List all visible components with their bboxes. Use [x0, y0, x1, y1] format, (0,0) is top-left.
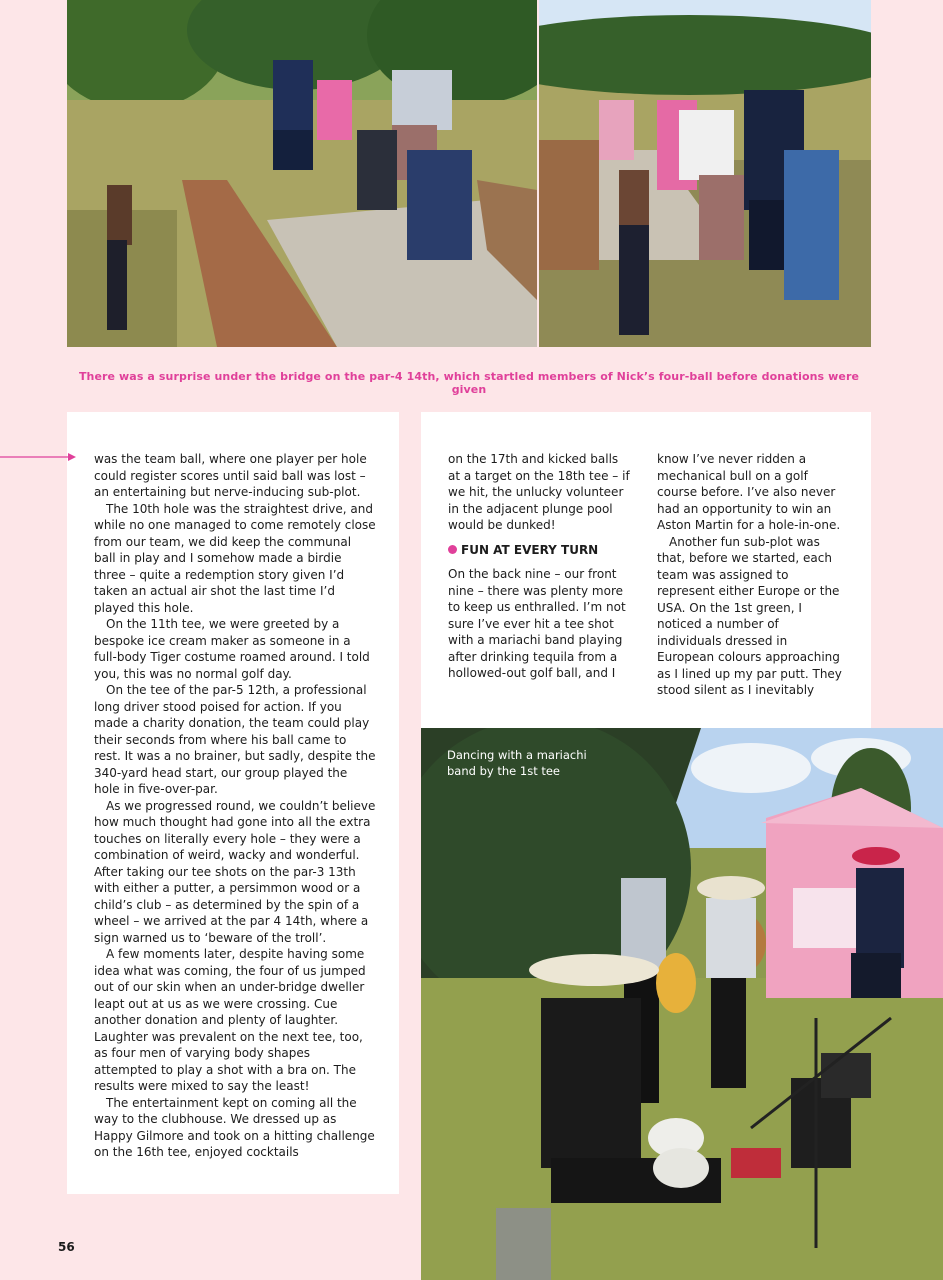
article-column-1	[94, 451, 376, 1161]
paragraph: was the team ball, where one player per hole could register scores until said ball was lost – an entertaining but nerve-inducing sub-plot.	[94, 452, 367, 499]
continuation-arrow-icon	[0, 450, 78, 464]
bullet-dot-icon	[448, 545, 457, 554]
paragraph: Another fun sub-plot was that, before we started, each team was assigned to represent either Europe or the USA. On the 1st green, I noticed a number of individuals dressed in European colours approaching as I lined up my par putt. They stood silent as I inevitably	[657, 534, 842, 697]
article-column-3	[657, 451, 847, 699]
paragraph: On the 11th tee, we were greeted by a bespoke ice cream maker as someone in a full-body Tiger costume roamed around. I told you, this was no normal golf day.	[94, 617, 370, 681]
handshake-photo	[539, 0, 871, 347]
paragraph: The 10th hole was the straightest drive, and while no one managed to come remotely close from our team, we did keep the communal ball in play and I somehow made a birdie three – quite a redemption story given I’d taken an actual air shot the last time I’d played this hole.	[94, 501, 376, 615]
paragraph: On the tee of the par-5 12th, a professional long driver stood poised for action. If you made a charity donation, the team could play their seconds from where his ball came to rest. It was a no brainer, but sadly, despite the 340-yard head start, our group played the hole in five-over-par.	[94, 683, 376, 796]
paragraph: know I’ve never ridden a mechanical bull on a golf course before. I’ve also never had an opportunity to win an Aston Martin for a hole-in-one.	[657, 452, 841, 532]
page-number: 56	[58, 1240, 75, 1254]
article-column-2	[448, 451, 630, 682]
paragraph: On the back nine – our front nine – there was plenty more to keep us enthralled. I’m not sure I’ve ever hit a tee shot with a mariachi band playing after drinking tequila from a hollowed-out golf ball, and I	[448, 567, 626, 680]
photo-caption-band: Dancing with a mariachi band by the 1st tee	[447, 748, 587, 778]
subhead-label: FUN AT EVERY TURN	[461, 542, 599, 557]
paragraph: As we progressed round, we couldn’t believe how much thought had gone into all the extra touches on literally every hole – they were a combination of weird, wacky and wonderful. After taking our tee shots on the par-3 13th with either a putter, a persimmon wood or a child’s club – as determined by the spin of a wheel – we arrived at the par 4 14th, where a sign warned us to ‘beware of the troll’.	[94, 798, 376, 945]
paragraph: The entertainment kept on coming all the way to the clubhouse. We dressed up as Happy Gilmore and took on a hitting challenge on the 16th tee, enjoyed cocktails	[94, 1095, 375, 1159]
photo-caption-top: There was a surprise under the bridge on the par-4 14th, which startled members of Nick’s four-ball before donations were given	[78, 370, 860, 396]
section-subhead	[448, 542, 630, 559]
bridge-photo	[67, 0, 537, 347]
mariachi-photo	[421, 728, 943, 1280]
paragraph: on the 17th and kicked balls at a target on the 18th tee – if we hit, the unlucky volunteer in the adjacent plunge pool would be dunked!	[448, 452, 630, 532]
paragraph: A few moments later, despite having some idea what was coming, the four of us jumped out of our skin when an under-bridge dweller leapt out at us as we were crossing. Cue another donation and plenty of laughter. Laughter was prevalent on the next tee, too, as four men of varying body shapes attempted to play a shot with a bra on. The results were mixed to say the least!	[94, 947, 366, 1093]
